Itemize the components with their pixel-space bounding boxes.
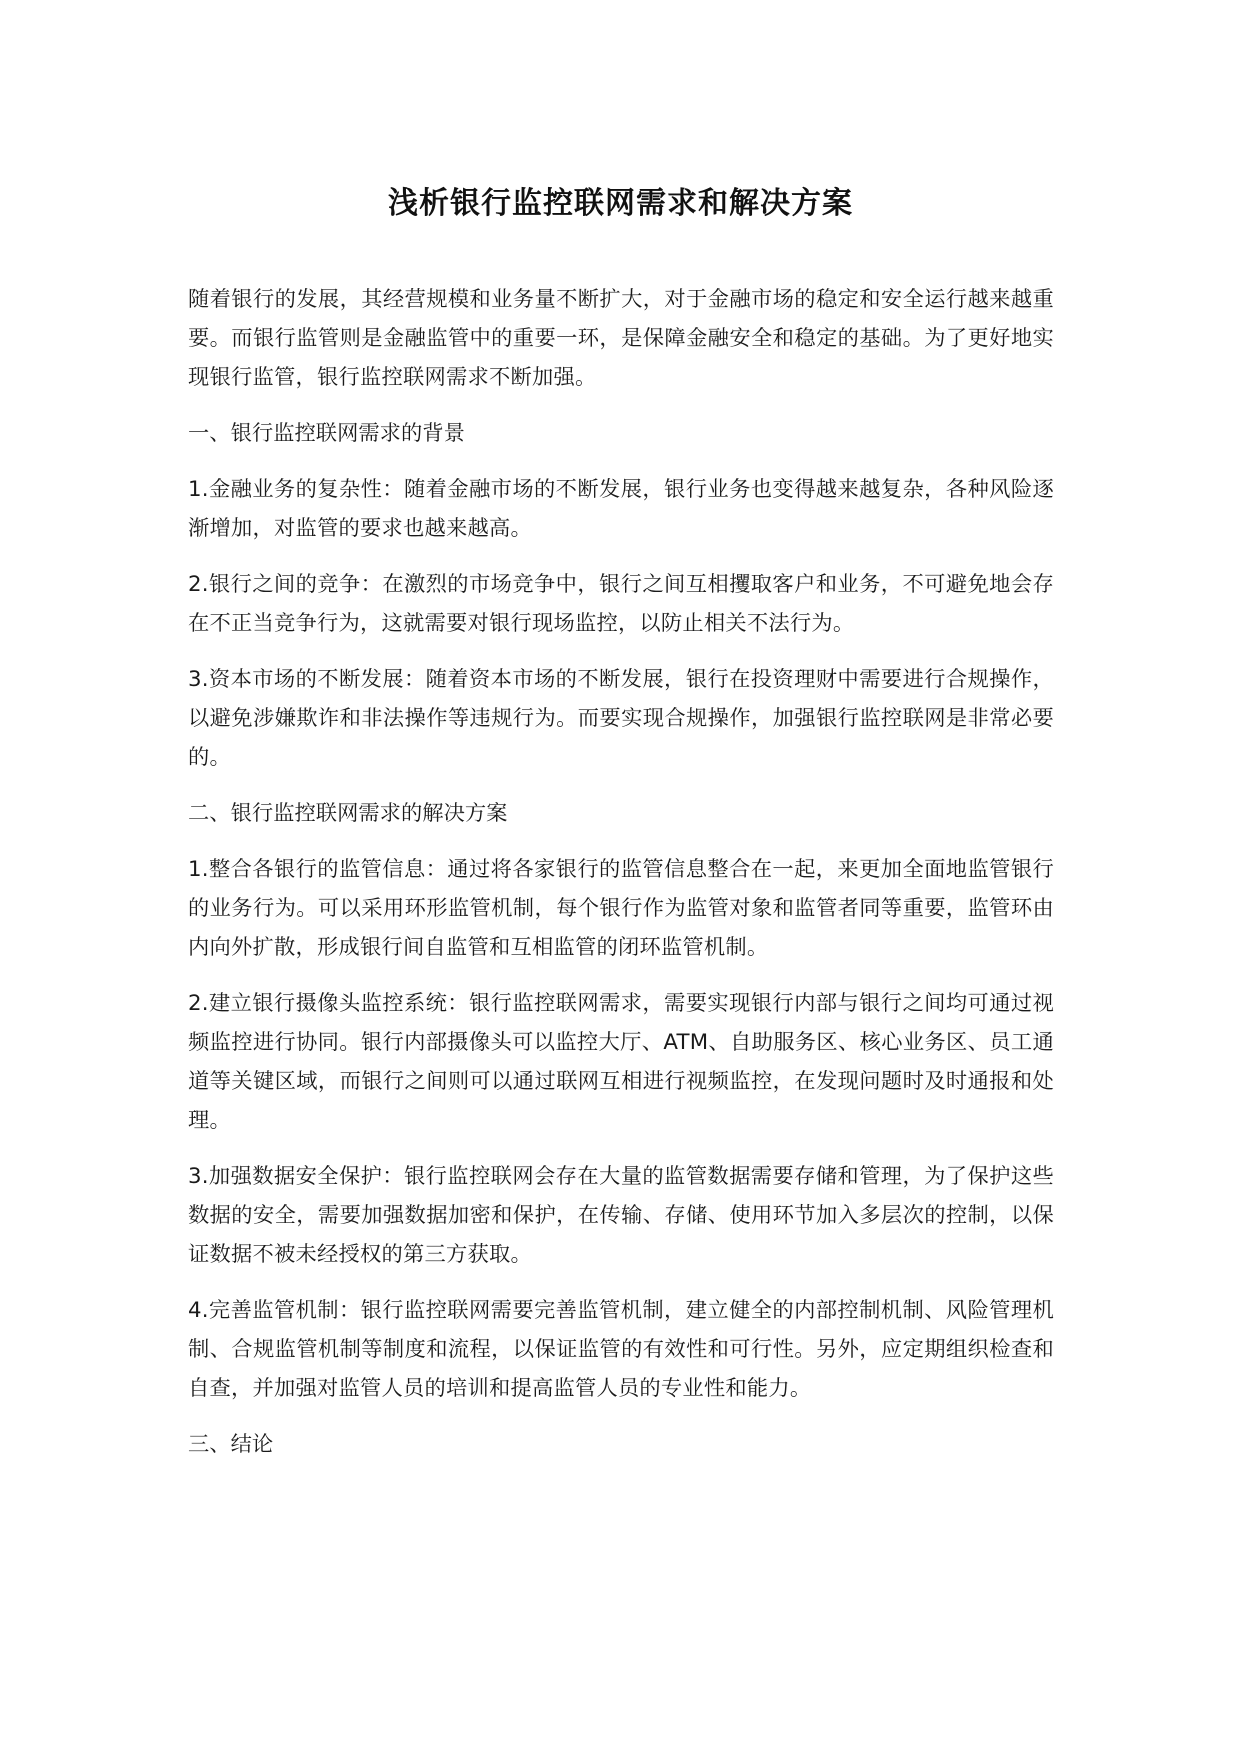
document-title: 浅析银行监控联网需求和解决方案 <box>388 186 853 221</box>
section-heading-background: 一、银行监控联网需求的背景 <box>188 421 465 446</box>
intro-paragraph: 随着银行的发展，其经营规模和业务量不断扩大，对于金融市场的稳定和安全运行越来越重要。而银行监管则是金融监管中的重要一环，是保障金融安全和稳定的基础。为了更好地实现银行监管，银行监控联网需求不断加强。 <box>188 287 1054 390</box>
solution-item-2: 2.建立银行摄像头监控系统：银行监控联网需求，需要实现银行内部与银行之间均可通过视频监控进行协同。银行内部摄像头可以监控大厅、ATM、自助服务区、核心业务区、员工通道等关键区域，而银行之间则可以通过联网互相进行视频监控，在发现问题时及时通报和处理。 <box>188 991 1054 1133</box>
solution-item-1: 1.整合各银行的监管信息：通过将各家银行的监管信息整合在一起，来更加全面地监管银行的业务行为。可以采用环形监管机制，每个银行作为监管对象和监管者同等重要，监管环由内向外扩散，形成银行间自监管和互相监管的闭环监管机制。 <box>188 857 1054 960</box>
background-item-2: 2.银行之间的竞争：在激烈的市场竞争中，银行之间互相攫取客户和业务，不可避免地会存在不正当竞争行为，这就需要对银行现场监控，以防止相关不法行为。 <box>188 572 1054 636</box>
solution-item-3: 3.加强数据安全保护：银行监控联网会存在大量的监管数据需要存储和管理，为了保护这些数据的安全，需要加强数据加密和保护，在传输、存储、使用环节加入多层次的控制，以保证数据不被未经授权的第三方获取。 <box>188 1164 1054 1267</box>
solution-item-4: 4.完善监管机制：银行监控联网需要完善监管机制，建立健全的内部控制机制、风险管理机制、合规监管机制等制度和流程，以保证监管的有效性和可行性。另外，应定期组织检查和自查，并加强对监管人员的培训和提高监管人员的专业性和能力。 <box>188 1298 1054 1401</box>
background-item-1: 1.金融业务的复杂性：随着金融市场的不断发展，银行业务也变得越来越复杂，各种风险逐渐增加，对监管的要求也越来越高。 <box>188 477 1054 541</box>
document-body <box>188 280 1054 1481</box>
background-item-3: 3.资本市场的不断发展：随着资本市场的不断发展，银行在投资理财中需要进行合规操作，以避免涉嫌欺诈和非法操作等违规行为。而要实现合规操作，加强银行监控联网是非常必要的。 <box>188 667 1054 770</box>
section-heading-solutions: 二、银行监控联网需求的解决方案 <box>188 801 508 826</box>
section-heading-conclusion: 三、结论 <box>188 1432 274 1457</box>
